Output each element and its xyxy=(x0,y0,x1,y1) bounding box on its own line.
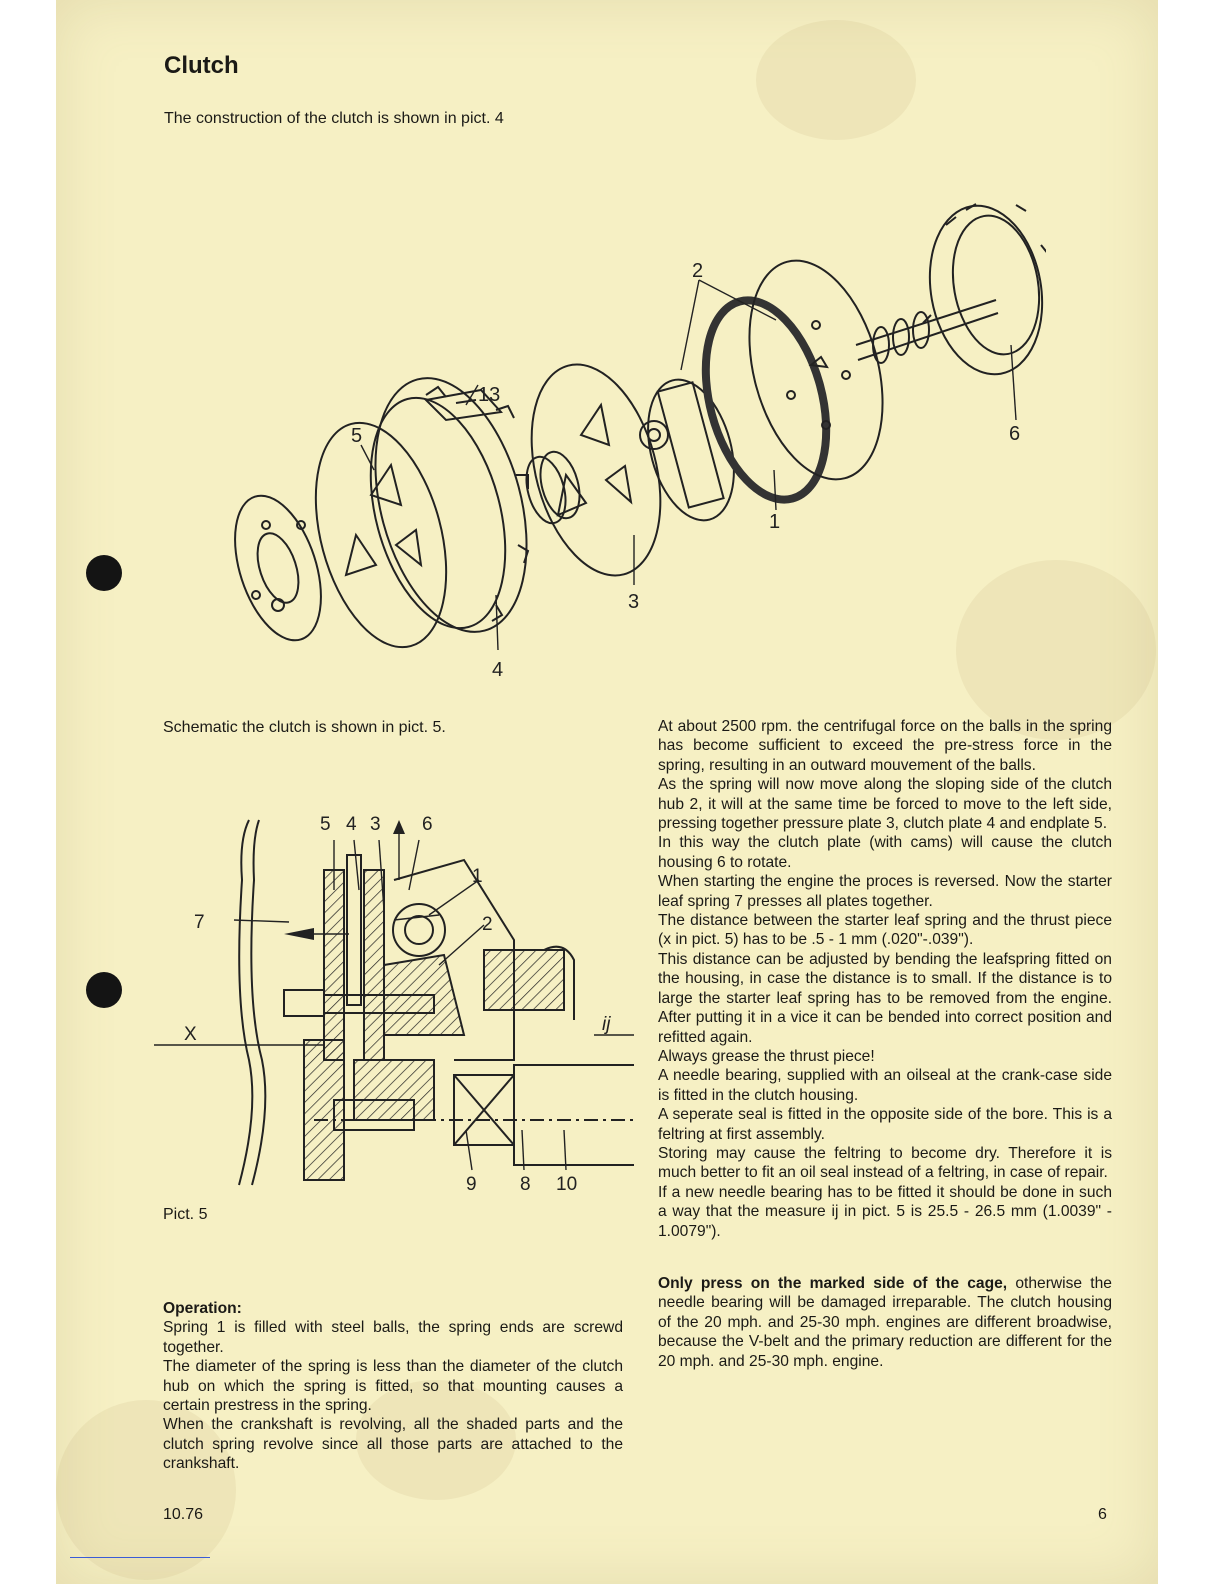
fig4-label-2: 2 xyxy=(692,260,704,282)
fig5-label-4: 4 xyxy=(346,814,357,835)
body-paragraph: In this way the clutch plate (with cams) will cause the clutch housing 6 to rotate. xyxy=(658,834,1112,871)
spacer xyxy=(658,1241,1112,1274)
crankshaft-hub xyxy=(354,1060,434,1120)
starter-leaf-spring-7 xyxy=(239,820,265,1185)
body-paragraph: This distance can be adjusted by bending the leafspring fitted on the housing, in case the distance is to small. If the distance is to large the starter leaf spring has to be removed from the engine. After putting it in a vice it can be bended into correct position and refitted again. xyxy=(658,950,1112,1046)
bearing-bore xyxy=(514,1065,634,1165)
fig5-label-x: X xyxy=(184,1024,197,1045)
body-paragraph: A seperate seal is fitted in the opposite side of the bore. This is a feltring at first assembly. xyxy=(658,1106,1112,1143)
binder-hole xyxy=(86,555,122,591)
pict5-caption: Pict. 5 xyxy=(163,1206,208,1223)
right-column-text xyxy=(658,717,1112,1371)
small-ring xyxy=(520,447,586,527)
fig5-label-ij: ij xyxy=(602,1014,611,1035)
fig4-label-13: 13 xyxy=(478,384,501,406)
fig5-label-7: 7 xyxy=(194,912,205,933)
plate-4-with-cams xyxy=(348,361,553,648)
fig4-label-3: 3 xyxy=(628,591,640,613)
fig5-label-1: 1 xyxy=(472,866,483,887)
crankshaft-housing xyxy=(304,1040,344,1180)
bearing-cross xyxy=(454,1075,514,1145)
manual-page xyxy=(56,0,1158,1584)
operation-heading: Operation: xyxy=(163,1300,242,1317)
page-number: 6 xyxy=(1098,1506,1107,1523)
operation-paragraph: When the crankshaft is revolving, all the shaded parts and the clutch spring revolve since all those parts are attached to the crankshaft. xyxy=(163,1416,623,1473)
spring-1 xyxy=(686,287,847,513)
pressure-plate-3 xyxy=(364,870,384,1060)
v-belt-lining xyxy=(484,950,564,1010)
endplate-5 xyxy=(324,870,344,1060)
fig5-label-3: 3 xyxy=(370,814,381,835)
body-paragraph: As the spring will now move along the sloping side of the clutch hub 2, it will at the same time be forced to move to the left side, pressing together pressure plate 3, clutch plate 4 and endplate 5. xyxy=(658,776,1112,833)
fig5-label-5: 5 xyxy=(320,814,331,835)
fig4-label-6: 6 xyxy=(1009,423,1021,445)
fig5-label-6: 6 xyxy=(422,814,433,835)
scan-underline-mark xyxy=(70,1557,210,1558)
fig4-label-5: 5 xyxy=(351,425,363,447)
warning-bold: Only press on the marked side of the cage, xyxy=(658,1274,1008,1292)
body-paragraph: At about 2500 rpm. the centrifugal force on the balls in the spring has become sufficient to exceed the pre-stress force in the spring, resulting in an outward mouvement of the balls. xyxy=(658,718,1112,774)
operation-paragraph: Spring 1 is filled with steel balls, the spring ends are screwd together. xyxy=(163,1319,623,1356)
leader-lines xyxy=(361,280,1016,650)
clutch-plate-4 xyxy=(347,855,361,1005)
operation-section xyxy=(163,1299,623,1474)
fig5-label-10: 10 xyxy=(556,1174,578,1195)
clutch-exploded-drawing xyxy=(226,195,1046,685)
binder-hole xyxy=(86,972,122,1008)
bolt-head xyxy=(284,990,324,1016)
spring-1 xyxy=(393,904,445,956)
fig5-label-9: 9 xyxy=(466,1174,477,1195)
footer-date: 10.76 xyxy=(163,1506,204,1523)
body-paragraph: The distance between the starter leaf spring and the thrust piece (x in pict. 5) has to be .5 - 1 mm (.020"-.039"). xyxy=(658,912,1112,949)
fig4-label-4: 4 xyxy=(492,659,504,681)
body-paragraph: When starting the engine the proces is reversed. Now the starter leaf spring 7 presses all plates together. xyxy=(658,873,1112,910)
operation-paragraph: The diameter of the spring is less than the diameter of the clutch hub on which the spring is fitted, so that mounting causes a certain prestress in the spring. xyxy=(163,1358,623,1415)
endplate-disc xyxy=(226,485,337,651)
clutch-hub-2 xyxy=(634,370,749,530)
shaft-and-washers xyxy=(856,300,998,363)
intro-text: The construction of the clutch is shown in pict. 4 xyxy=(164,110,504,127)
body-paragraph: Storing may cause the feltring to become dry. Therefore it is much better to fit an oil seal instead of a feltring, in case of repair. xyxy=(658,1144,1112,1182)
fig5-label-8: 8 xyxy=(520,1174,531,1195)
body-paragraph: Always grease the thrust piece! xyxy=(658,1047,875,1065)
clutch-housing-6 xyxy=(917,197,1046,384)
page-title: Clutch xyxy=(164,52,239,79)
clutch-schematic-drawing xyxy=(154,800,634,1200)
fig5-label-2: 2 xyxy=(482,914,493,935)
warning-paragraph xyxy=(658,1274,1112,1371)
schematic-caption: Schematic the clutch is shown in pict. 5. xyxy=(163,719,446,736)
paper-stain xyxy=(756,20,916,140)
body-paragraph: If a new needle bearing has to be fitted it should be done in such a way that the measure ij in pict. 5 is 25.5 - 26.5 mm (1.0039" - 1.0079"). xyxy=(658,1183,1112,1240)
fig4-label-1: 1 xyxy=(769,511,781,533)
body-paragraph: A needle bearing, supplied with an oilseal at the crank-case side is fitted in the clutch housing. xyxy=(658,1067,1112,1104)
warning-text: otherwise the needle bearing will be damaged irreparable. The clutch housing of the 20 mph. and 25-30 mph. engines are different broadwise, because the V-belt and the primary reduction are different for the 20 mph. and 25-30 mph. engine. xyxy=(658,1274,1112,1370)
steel-ball xyxy=(405,916,433,944)
